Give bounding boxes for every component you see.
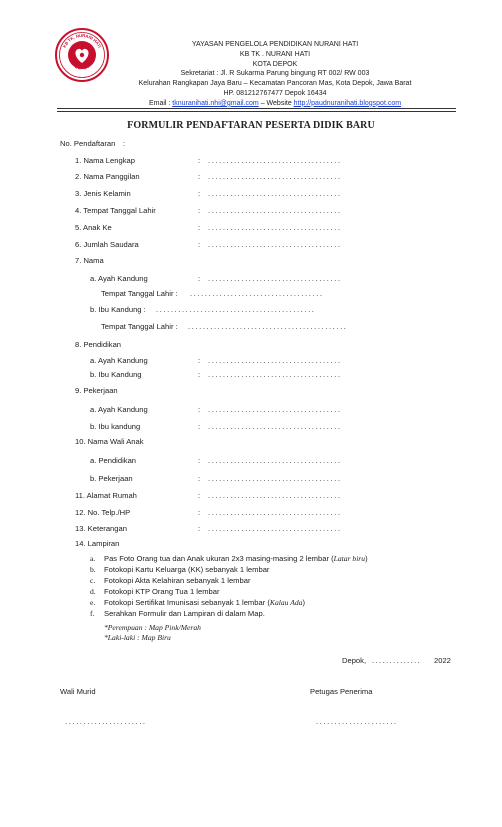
fill-in-nama-panggilan[interactable]: .................................... [208, 172, 342, 181]
field-label-wali: 10. Nama Wali Anak [75, 437, 144, 446]
colon: : [198, 508, 201, 517]
attachment-text: Fotokopi Akta Kelahiran sebanyak 1 lembar [104, 576, 251, 585]
attachment-marker: f. [90, 609, 95, 618]
field-label-nama: 7. Nama [75, 256, 104, 265]
letterhead [110, 40, 440, 109]
field-label-pek-ibu: b. Ibu kandung [90, 422, 141, 431]
fill-in-ttl-ibu[interactable]: ........................................... [188, 322, 348, 331]
field-label-wali-pek: b. Pekerjaan [90, 474, 133, 483]
attachment-note-close: ) [365, 554, 368, 563]
school-name: KB TK . NURANI HATI [239, 50, 311, 58]
map-note-female: *Perempuan : Map Pink/Merah [104, 623, 201, 632]
header-divider-thin [57, 111, 456, 112]
attachment-marker: d. [90, 587, 96, 596]
fill-in-jumlah-saudara[interactable]: .................................... [208, 240, 342, 249]
signature-line-petugas[interactable]: ...................... [316, 717, 398, 726]
date-place: Depok, [342, 656, 367, 665]
address-line-2: Kelurahan Rangkapan Jaya Baru – Kecamatan Pancoran Mas, Kota Depok, Jawa Barat [138, 80, 412, 88]
map-note-male: *Laki-laki : Map Biru [104, 633, 171, 642]
field-label-ttl-ibu: Tempat Tanggal Lahir : [101, 322, 178, 331]
fill-in-anak-ke[interactable]: .................................... [208, 223, 342, 232]
colon: : [198, 370, 201, 379]
address-line-1: Sekretariat : Jl. R Sukarma Parung bingung RT 002/ RW 003 [180, 70, 370, 78]
colon: : [198, 356, 201, 365]
field-label-jumlah-saudara: 6. Jumlah Saudara [75, 240, 139, 249]
attachment-item [90, 598, 305, 608]
registration-number-label: No. Pendaftaran [60, 139, 116, 148]
field-label-telp: 12. No. Telp./HP [75, 508, 131, 517]
field-label-pekerjaan: 9. Pekerjaan [75, 386, 118, 395]
colon: : [198, 405, 201, 414]
website-link[interactable]: http://paudnuranihati.blogspot.com [293, 99, 402, 107]
colon: : [198, 456, 201, 465]
fill-in-pek-ayah[interactable]: .................................... [208, 405, 342, 414]
fill-in-pek-ibu[interactable]: .................................... [208, 422, 342, 431]
signature-label-wali-murid: Wali Murid [60, 687, 96, 696]
colon: : [198, 206, 201, 215]
field-label-alamat: 11. Alamat Rumah [75, 491, 137, 500]
fill-in-jenis-kelamin[interactable]: .................................... [208, 189, 342, 198]
attachment-marker: e. [90, 598, 96, 607]
attachment-text: Fotokopi Sertifikat Imunisasi sebanyak 1 lembar ( [104, 598, 270, 607]
colon: : [123, 139, 126, 148]
contact-line: Email : tknuranihati.nhi@gmail.com – Website http://paudnuranihati.blogspot.com [148, 99, 402, 107]
attachment-text: Serahkan Formulir dan Lampiran di dalam Map. [104, 609, 265, 618]
fill-in-keterangan[interactable]: .................................... [208, 524, 342, 533]
field-label-pend-ibu: b. Ibu Kandung [90, 370, 142, 379]
field-label-ibu-kandung: b. Ibu Kandung : [90, 305, 146, 314]
field-label-ttl-ayah: Tempat Tanggal Lahir : [101, 289, 178, 298]
phone: HP. 081212767477 Depok 16434 [223, 89, 327, 97]
date-fill-in[interactable]: .............. [372, 656, 422, 665]
colon: : [198, 474, 201, 483]
attachment-item [90, 565, 269, 575]
colon: : [198, 491, 201, 500]
attachment-note-close: ) [302, 598, 305, 607]
colon: : [198, 172, 201, 181]
colon: : [198, 223, 201, 232]
field-label-nama-panggilan: 2. Nama Panggilan [75, 172, 140, 181]
fill-in-wali-pend[interactable]: .................................... [208, 456, 342, 465]
fill-in-ttl-ayah[interactable]: .................................... [190, 289, 324, 298]
field-label-pend-ayah: a. Ayah Kandung [90, 356, 148, 365]
colon: : [198, 189, 201, 198]
email-link[interactable]: tknuranihati.nhi@gmail.com [172, 99, 259, 107]
city: KOTA DEPOK [252, 60, 298, 68]
fill-in-wali-pek[interactable]: .................................... [208, 474, 342, 483]
attachment-note: Latar biru [333, 554, 366, 563]
colon: : [198, 274, 201, 283]
logo-text-top: KB TK. NURANI HATI [61, 32, 103, 49]
attachment-marker: b. [90, 565, 96, 574]
attachment-item [90, 554, 368, 564]
field-label-ttl: 4. Tempat Tanggal Lahir [75, 206, 156, 215]
fill-in-ttl[interactable]: .................................... [208, 206, 342, 215]
attachment-item [90, 609, 265, 619]
attachment-note: Kalau Ada [269, 598, 303, 607]
fill-in-nama-lengkap[interactable]: .................................... [208, 156, 342, 165]
school-logo-icon [54, 27, 110, 83]
form-title: FORMULIR PENDAFTARAN PESERTA DIDIK BARU [127, 120, 375, 131]
date-year: 2022 [434, 656, 451, 665]
foundation-name: YAYASAN PENGELOLA PENDIDIKAN NURANI HATI [191, 41, 359, 48]
fill-in-pend-ibu[interactable]: .................................... [208, 370, 342, 379]
fill-in-ayah-kandung[interactable]: .................................... [208, 274, 342, 283]
attachment-item [90, 587, 220, 597]
attachment-item [90, 576, 250, 586]
field-label-pendidikan: 8. Pendidikan [75, 340, 122, 349]
field-label-pek-ayah: a. Ayah Kandung [90, 405, 148, 414]
fill-in-pend-ayah[interactable]: .................................... [208, 356, 342, 365]
attachment-marker: a. [90, 554, 96, 563]
attachment-text: Fotokopi Kartu Keluarga (KK) sebanyak 1 lembar [104, 565, 270, 574]
field-label-keterangan: 13. Keterangan [75, 524, 127, 533]
fill-in-alamat[interactable]: .................................... [208, 491, 342, 500]
signature-line-wali-murid[interactable]: ...................... [65, 717, 147, 726]
colon: : [198, 524, 201, 533]
colon: : [198, 156, 201, 165]
colon: : [198, 240, 201, 249]
signature-label-petugas: Petugas Penerima [310, 687, 373, 696]
colon: : [198, 422, 201, 431]
header-divider [57, 108, 456, 109]
field-label-jenis-kelamin: 3. Jenis Kelamin [75, 189, 131, 198]
fill-in-telp[interactable]: .................................... [208, 508, 342, 517]
logo-text-bottom: DEPOK [74, 64, 90, 71]
attachment-text: Fotokopi KTP Orang Tua 1 lembar [104, 587, 220, 596]
field-label-ayah-kandung: a. Ayah Kandung [90, 274, 148, 283]
field-label-lampiran: 14. Lampiran [75, 539, 120, 548]
field-label-nama-lengkap: 1. Nama Lengkap [75, 156, 135, 165]
attachment-text: Pas Foto Orang tua dan Anak ukuran 2x3 masing-masing 2 lembar ( [104, 554, 334, 563]
fill-in-ibu-kandung[interactable]: ........................................... [156, 305, 316, 314]
field-label-anak-ke: 5. Anak Ke [75, 223, 112, 232]
field-label-wali-pend: a. Pendidikan [90, 456, 137, 465]
attachment-marker: c. [90, 576, 96, 585]
